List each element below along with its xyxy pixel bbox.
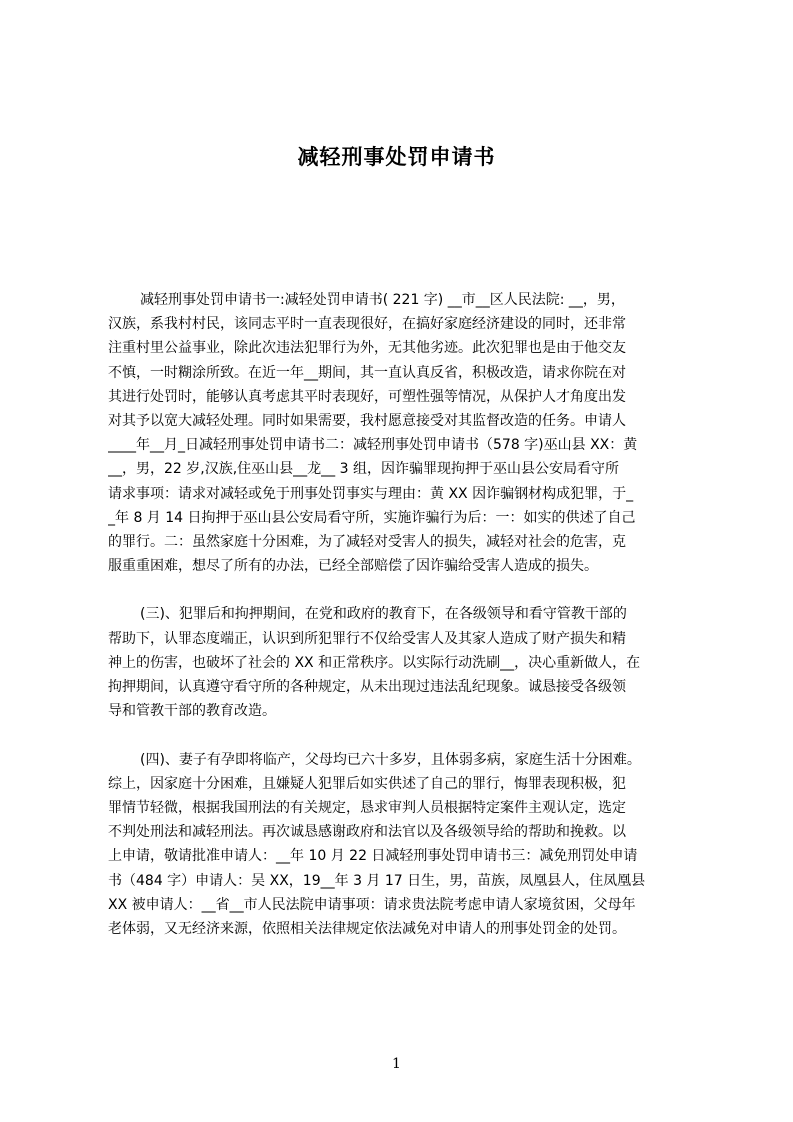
document-title: 减轻刑事处罚申请书	[297, 145, 496, 169]
paragraph-2	[108, 602, 704, 723]
paragraph-spacer	[108, 723, 704, 747]
text-line: 上申请，敬请批准申请人：__年 10 月 22 日减轻刑事处罚申请书三：减免刑罚处申请	[108, 848, 638, 865]
text-line: 书（484 字）申请人：吴 XX，19__年 3 月 17 日生，男，苗族，凤凰县人，住凤凰县	[108, 872, 646, 889]
text-line: 罪情节轻微，根据我国刑法的有关规定，恳求审判人员根据特定案件主观认定，选定	[108, 799, 626, 816]
text-line: (四)、妻子有孕即将临产，父母均已六十多岁，且体弱多病，家庭生活十分困难。	[140, 751, 641, 768]
text-line: __，男，22 岁,汉族,住巫山县__龙__ 3 组，因诈骗罪现拘押于巫山县公安局看守所	[108, 461, 619, 478]
text-line: 综上，因家庭十分困难，且嫌疑人犯罪后如实供述了自己的罪行，悔罪表现积极，犯	[108, 775, 626, 792]
text-line: 导和管教干部的教育改造。	[108, 703, 276, 720]
text-line: 不判处刑法和减轻刑法。再次诚恳感谢政府和法官以及各级领导给的帮助和挽救。以	[108, 824, 626, 841]
text-line: 对其予以宽大减轻处理。同时如果需要，我村愿意接受对其监督改造的任务。申请人	[108, 412, 626, 429]
text-line: 拘押期间，认真遵守看守所的各种规定，从未出现过违法乱纪现象。诚恳接受各级领	[108, 679, 626, 695]
text-line: ____年__月_日减轻刑事处罚申请书二：减轻刑事处罚申请书（578 字)巫山县 XX：黄	[108, 437, 638, 454]
text-line: 服重重困难，想尽了所有的办法，已经全部赔偿了因诈骗给受害人造成的损失。	[108, 558, 598, 575]
text-line: 神上的伤害，也破坏了社会的 XX 和正常秩序。以实际行动洗刷__，决心重新做人，在	[108, 654, 641, 671]
paragraph-spacer	[108, 578, 704, 602]
text-line: 请求事项：请求对减轻或免于刑事处罚事实与理由：黄 XX 因诈骗钢材构成犯罪，于_	[108, 485, 634, 502]
text-line: XX 被申请人：__省__市人民法院申请事项：请求贵法院考虑申请人家境贫困，父母年	[108, 896, 636, 913]
text-line: 老体弱，又无经济来源，依照相关法律规定依法减免对申请人的刑事处罚金的处罚。	[108, 920, 626, 937]
document-body	[108, 288, 704, 941]
page-number: 1	[392, 1056, 401, 1072]
text-line: 帮助下，认罪态度端正，认识到所犯罪行不仅给受害人及其家人造成了财产损失和精	[108, 630, 626, 647]
paragraph-1	[108, 288, 704, 578]
text-line: 不慎，一时糊涂所致。在近一年__期间，其一直认真反省，积极改造，请求你院在对	[108, 364, 626, 381]
text-line: 汉族，系我村村民，该同志平时一直表现很好，在搞好家庭经济建设的同时，还非常	[108, 316, 626, 333]
text-line: 的罪行。二：虽然家庭十分困难，为了减轻对受害人的损失，减轻对社会的危害，克	[108, 533, 626, 550]
text-line: 其进行处罚时，能够认真考虑其平时表现好，可塑性强等情况，从保护人才角度出发	[108, 388, 626, 405]
text-line: _年 8 月 14 日拘押于巫山县公安局看守所，实施诈骗行为后：一：如实的供述了自己	[108, 509, 636, 526]
paragraph-3	[108, 748, 704, 942]
text-line: 注重村里公益事业，除此次违法犯罪行为外，无其他劣迹。此次犯罪也是由于他交友	[108, 340, 626, 357]
text-line: (三)、犯罪后和拘押期间，在党和政府的教育下，在各级领导和看守管教干部的	[140, 606, 627, 623]
text-line: 减轻刑事处罚申请书一:减轻处罚申请书( 221 字) __市__区人民法院: __，男，	[140, 292, 625, 308]
